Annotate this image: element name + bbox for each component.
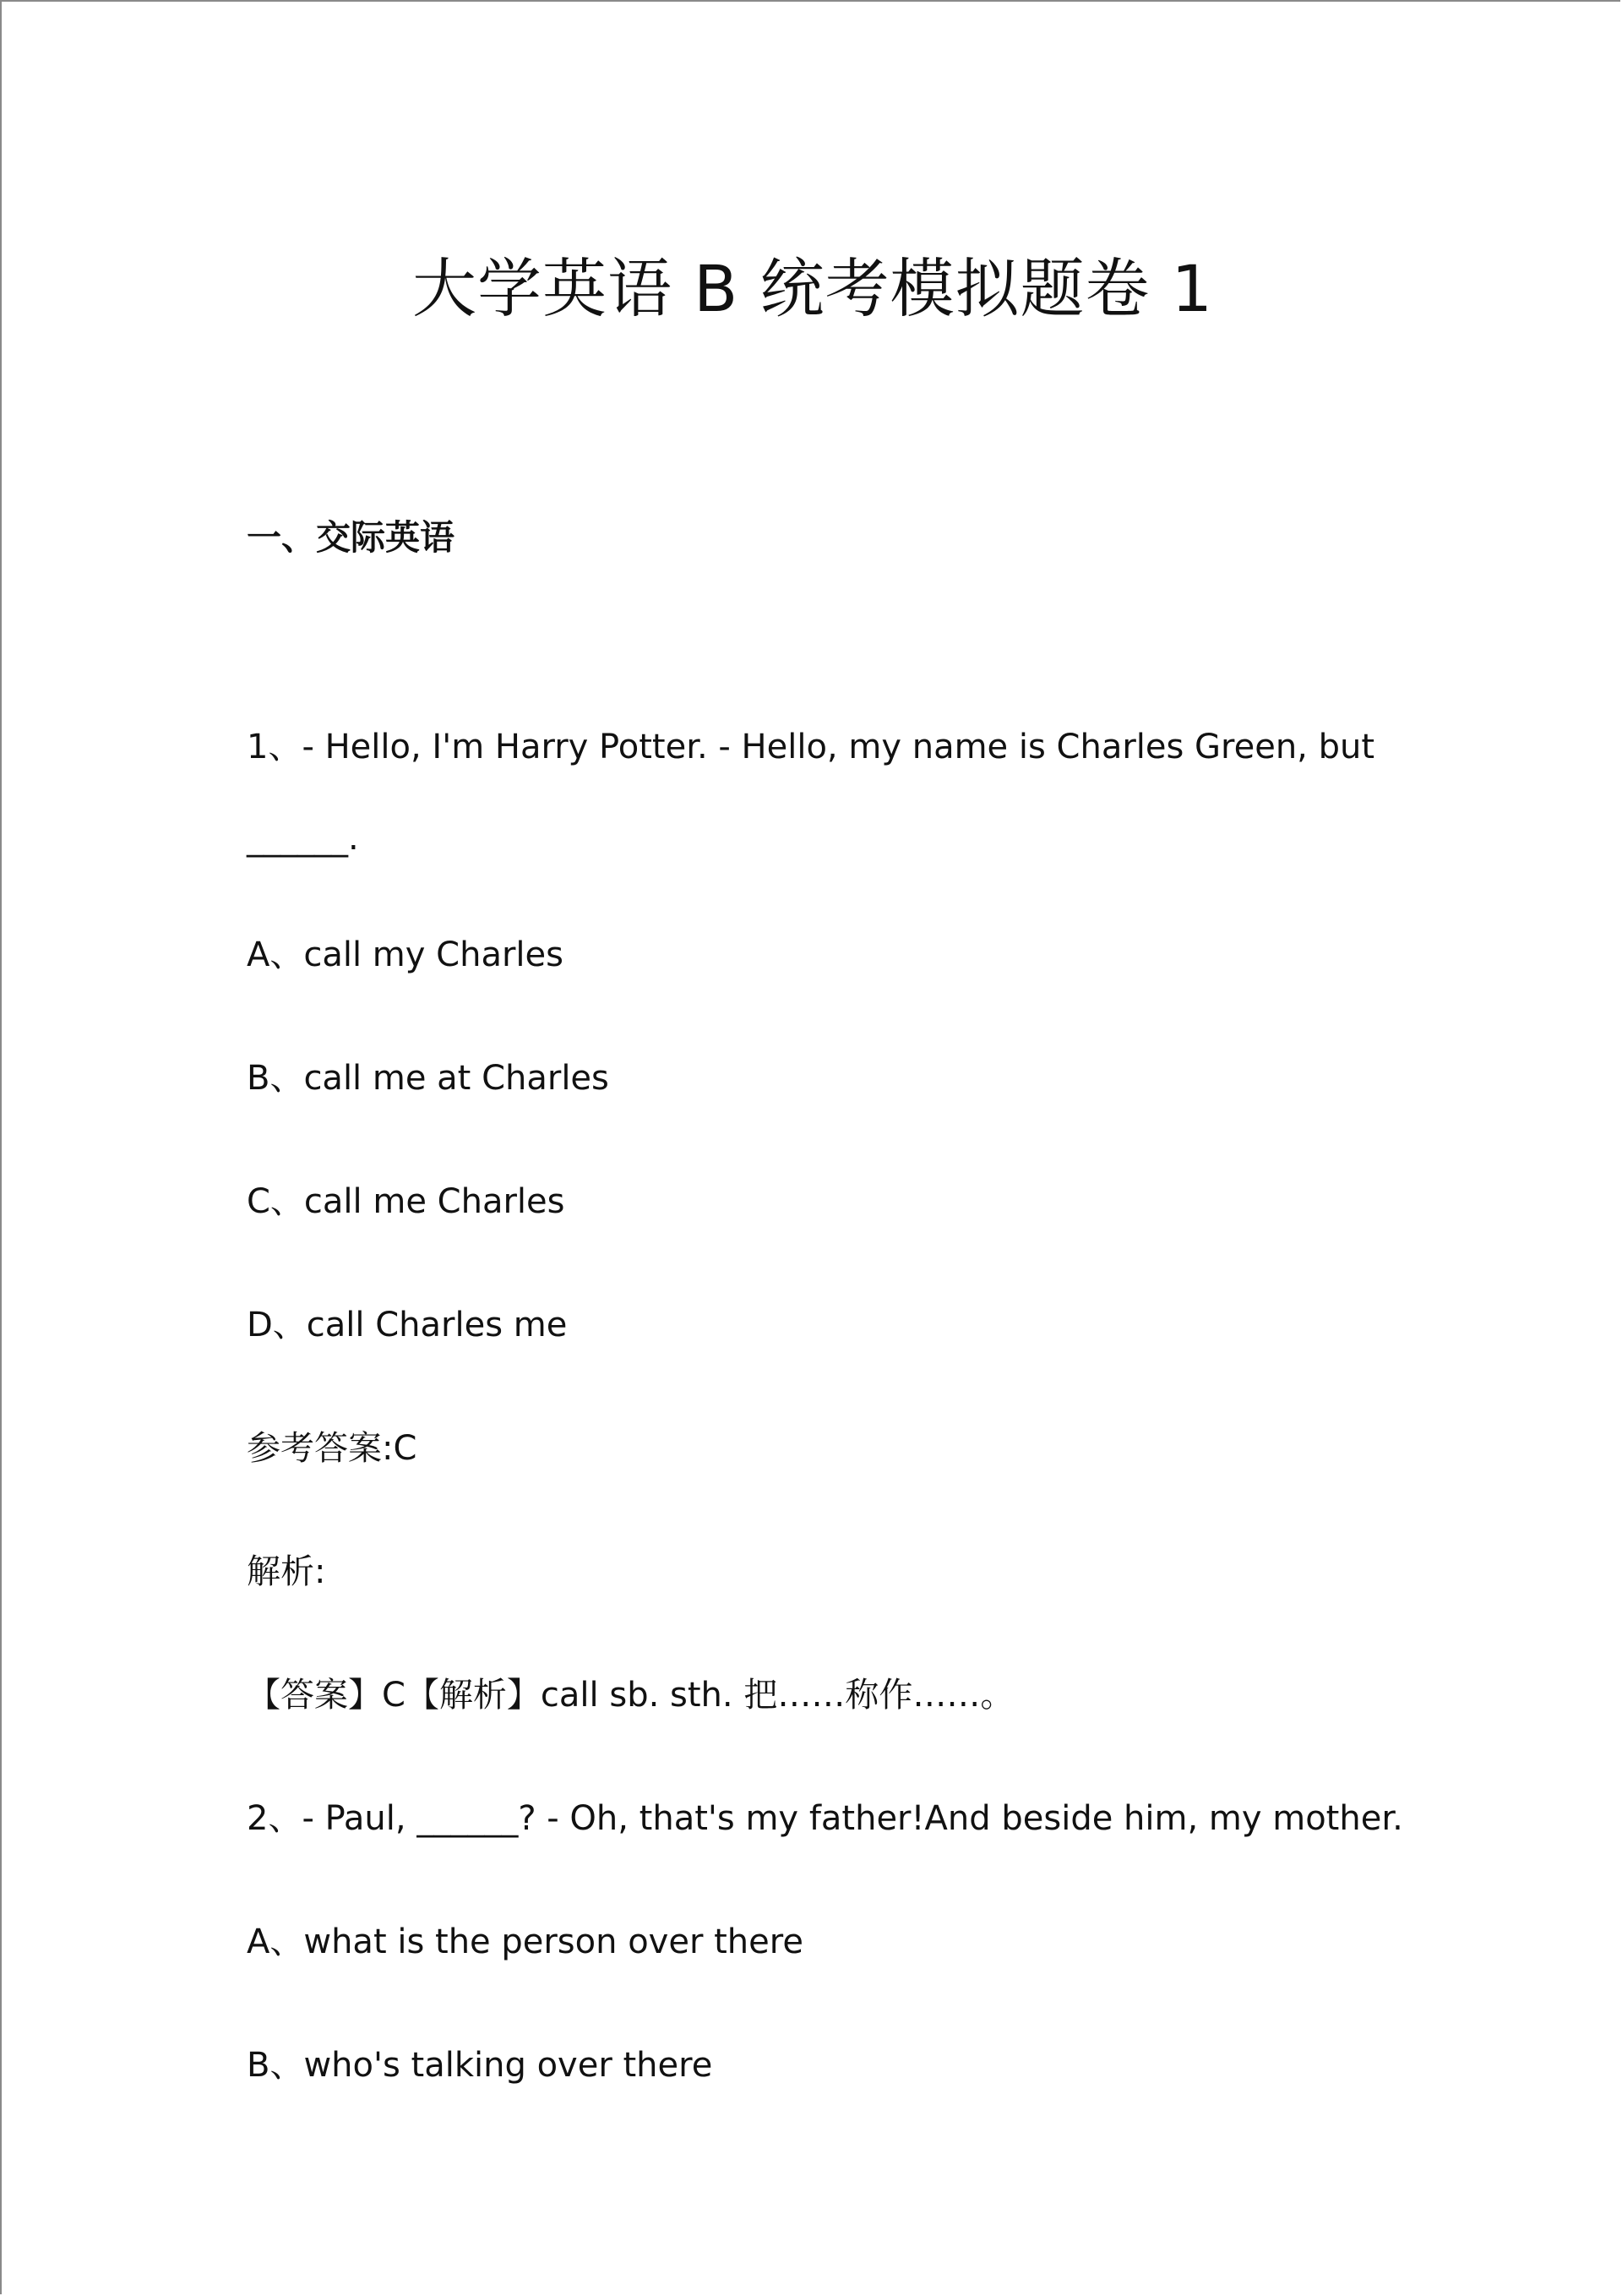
section-heading: 一、交际英语: [247, 517, 454, 558]
question-2-option-a: A、what is the person over there: [247, 1922, 803, 1961]
question-1-answer: 参考答案:C: [247, 1429, 417, 1468]
document-title: 大学英语 B 统考模拟题卷 1: [412, 251, 1213, 326]
question-2-stem: 2、- Paul, ______? - Oh, that's my father!And beside him, my mother.: [247, 1799, 1403, 1838]
question-1-option-c: C、call me Charles: [247, 1182, 565, 1221]
question-1-analysis-text: 【答案】C【解析】call sb. sth. 把……称作……。: [247, 1676, 1015, 1715]
question-1-stem: 1、- Hello, I'm Harry Potter. - Hello, my name is Charles Green, but: [247, 728, 1375, 766]
question-1-stem-continued: ______.: [247, 819, 359, 858]
question-1-analysis-label: 解析:: [247, 1552, 326, 1591]
question-1-option-d: D、call Charles me: [247, 1306, 568, 1344]
question-1-option-b: B、call me at Charles: [247, 1059, 609, 1098]
question-2-option-b: B、who's talking over there: [247, 2046, 713, 2085]
question-1-option-a: A、call my Charles: [247, 935, 563, 974]
